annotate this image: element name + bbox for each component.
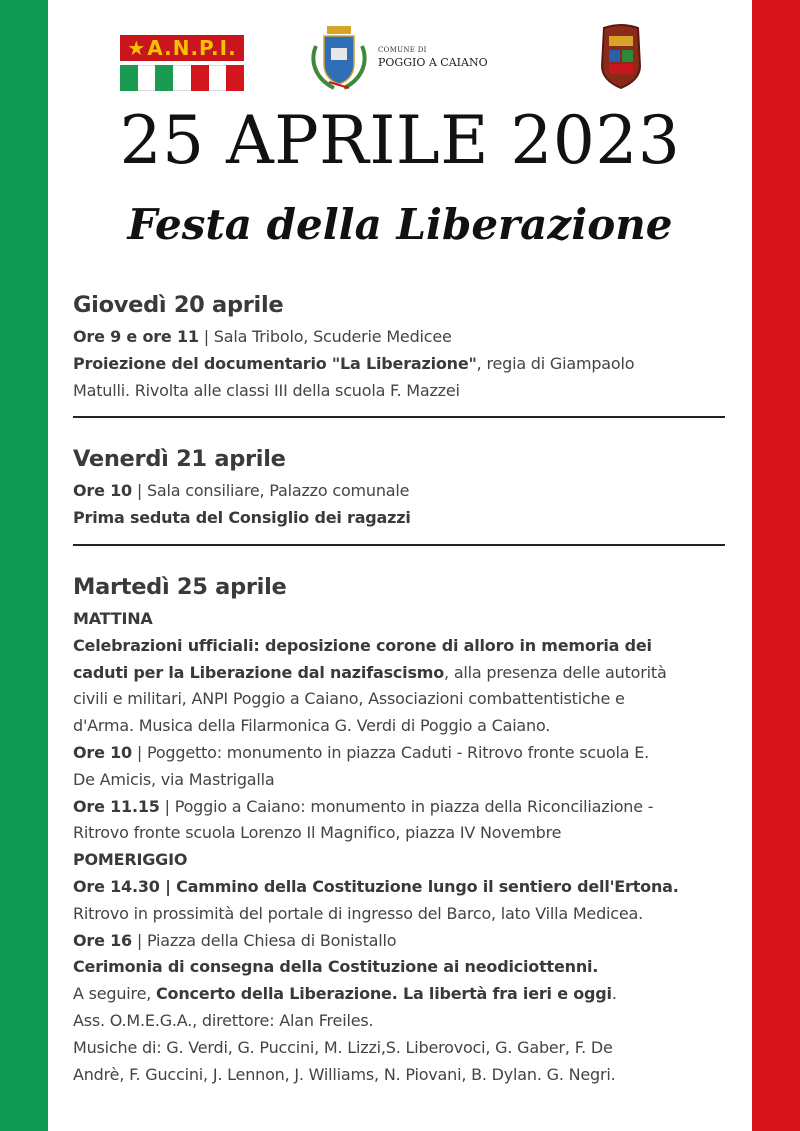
event-line: Ore 10 | Poggetto: monumento in piazza Caduti - Ritrovo fronte scuola E. (73, 742, 650, 762)
event-line: Ore 10 | Sala consiliare, Palazzo comunale (73, 481, 410, 501)
event-line: De Amicis, via Mastrigalla (73, 769, 275, 789)
divider (73, 416, 725, 418)
event-line: Andrè, F. Guccini, J. Lennon, J. Williams, N. Piovani, B. Dylan. G. Negri. (73, 1064, 616, 1084)
event-line: Prima seduta del Consiglio dei ragazzi (73, 508, 411, 528)
event-line: Ass. O.M.E.G.A., direttore: Alan Freiles. (73, 1010, 374, 1030)
anpi-logo-flag (120, 65, 244, 91)
section-label-pomeriggio: POMERIGGIO (73, 850, 188, 870)
star-icon: ★ (127, 36, 146, 60)
anpi-logo-banner (120, 35, 244, 61)
event-line: Ore 16 | Piazza della Chiesa di Bonistallo (73, 930, 397, 950)
divider (73, 544, 725, 546)
event-line: Cerimonia di consegna della Costituzione ai neodiciottenni. (73, 957, 599, 977)
anpi-logo-text: A.N.P.I. (147, 36, 237, 60)
comune-name: POGGIO A CAIANO (378, 56, 488, 69)
comune-crest-icon (306, 24, 372, 94)
flag-band-red (752, 0, 800, 1131)
page-subtitle: Festa della Liberazione (127, 200, 673, 249)
day-heading-20: Giovedì 20 aprile (73, 292, 284, 318)
shield-logo (596, 22, 646, 90)
comune-label: COMUNE DI (378, 46, 427, 54)
shield-icon (596, 22, 646, 90)
event-line: Ritrovo fronte scuola Lorenzo Il Magnifico, piazza IV Novembre (73, 823, 562, 843)
day-heading-21: Venerdì 21 aprile (73, 446, 286, 473)
page-title: 25 APRILE 2023 (119, 102, 681, 179)
event-line: Musiche di: G. Verdi, G. Puccini, M. Lizzi,S. Liberovoci, G. Gaber, F. De (73, 1037, 613, 1057)
section-label-mattina: MATTINA (73, 608, 153, 628)
event-line: A seguire, Concerto della Liberazione. La libertà fra ieri e oggi. (73, 984, 617, 1004)
event-line: Matulli. Rivolta alle classi III della scuola F. Mazzei (73, 380, 460, 400)
flag-band-green (0, 0, 48, 1131)
event-line: Ritrovo in prossimità del portale di ingresso del Barco, lato Villa Medicea. (73, 903, 644, 923)
event-line: Proiezione del documentario "La Liberazione", regia di Giampaolo (73, 353, 635, 373)
event-line: Ore 11.15 | Poggio a Caiano: monumento in piazza della Riconciliazione - (73, 796, 654, 816)
anpi-logo (120, 35, 244, 91)
event-line: Celebrazioni ufficiali: deposizione corone di alloro in memoria dei (73, 635, 652, 655)
event-line: Ore 9 e ore 11 | Sala Tribolo, Scuderie Medicee (73, 327, 452, 346)
program (73, 292, 733, 1088)
comune-logo (306, 24, 506, 94)
event-line: civili e militari, ANPI Poggio a Caiano, Associazioni combattentistiche e (73, 689, 625, 709)
event-line: Ore 14.30 | Cammino della Costituzione lungo il sentiero dell'Ertona. (73, 876, 679, 896)
event-line: d'Arma. Musica della Filarmonica G. Verdi di Poggio a Caiano. (73, 716, 551, 736)
day-heading-25: Martedì 25 aprile (73, 573, 287, 600)
event-line: caduti per la Liberazione dal nazifascismo, alla presenza delle autorità (73, 662, 667, 682)
